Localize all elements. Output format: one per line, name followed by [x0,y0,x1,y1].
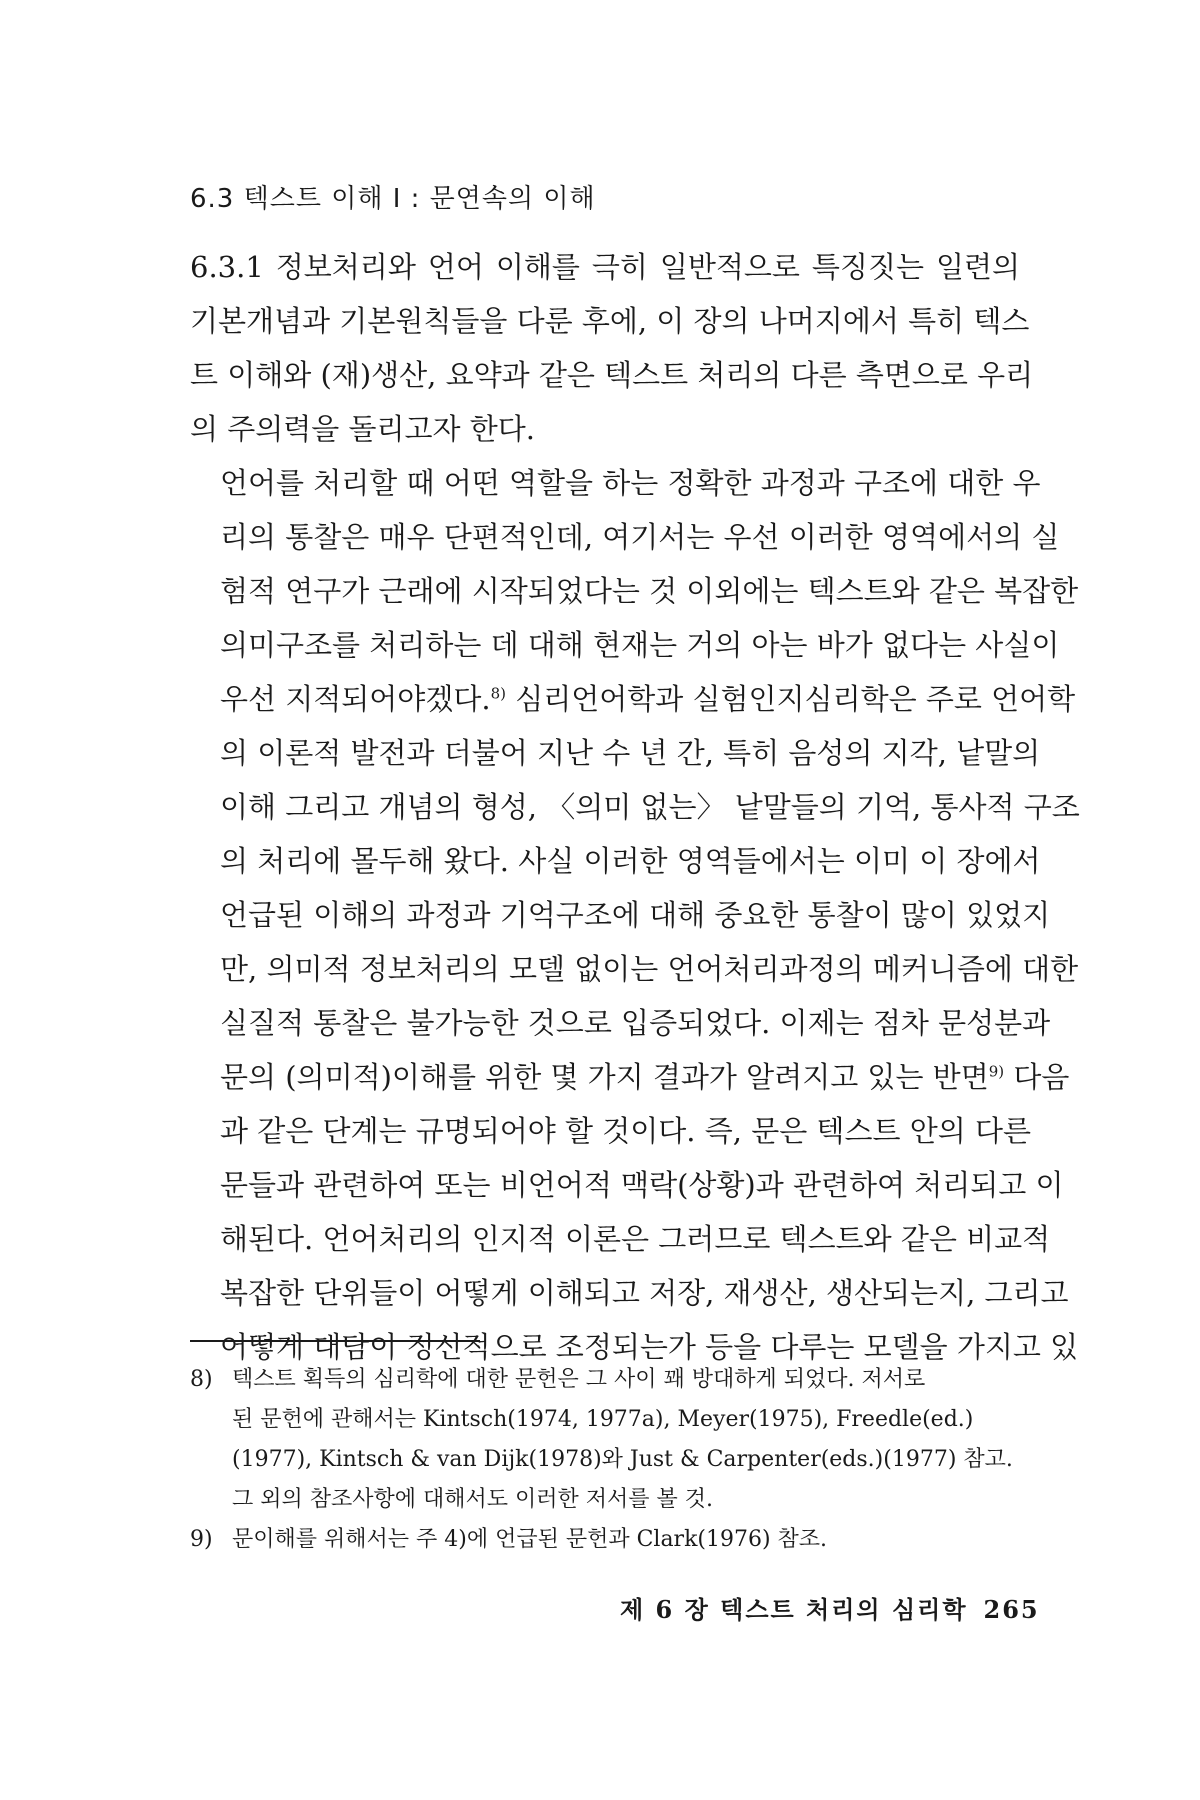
text-line: 리의 통찰은 매우 단편적인데, 여기서는 우선 이러한 영역에서의 실 [220,520,1060,554]
footnote-divider [190,1340,480,1342]
text-line: 과 같은 단계는 규명되어야 할 것이다. 즉, 문은 텍스트 안의 다른 [220,1114,1031,1148]
text-line: 해된다. 언어처리의 인지적 이론은 그러므로 텍스트와 같은 비교적 [220,1222,1051,1256]
footnote-marker: 9) [190,1527,213,1552]
footnote-ref-9[interactable]: 9) [988,1062,1005,1081]
footnote-line: 그 외의 참조사항에 대해서도 이러한 저서를 볼 것. [232,1487,713,1512]
text-fragment: 심리언어학과 실험인지심리학은 주로 언어학 [505,682,1076,716]
text-fragment: 우선 지적되어야겠다. [220,682,491,716]
footnote-9 [190,1520,1020,1560]
text-line: 기본개념과 기본원칙들을 다룬 후에, 이 장의 나머지에서 특히 텍스 [190,304,1030,338]
footnote-line: 된 문헌에 관해서는 Kintsch(1974, 1977a), Meyer(1975), Freedle(ed.) [232,1407,974,1432]
footnote-ref-8[interactable]: 8) [490,684,506,703]
text-line: 트 이해와 (재)생산, 요약과 같은 텍스트 처리의 다른 측면으로 우리 [190,358,1034,392]
text-fragment: 문의 (의미적)이해를 위한 몇 가지 결과가 알려지고 있는 반면 [220,1060,989,1094]
text-line: 실질적 통찰은 불가능한 것으로 입증되었다. 이제는 점차 문성분과 [220,1006,1051,1040]
text-line: 의 처리에 몰두해 왔다. 사실 이러한 영역들에서는 이미 이 장에서 [220,844,1041,878]
text-line: 6.3.1 정보처리와 언어 이해를 극히 일반적으로 특징짓는 일련의 [190,250,1020,284]
footnote-line: 문이해를 위해서는 주 4)에 언급된 문헌과 Clark(1976) 참조. [232,1527,828,1552]
text-line: 문들과 관련하여 또는 비언어적 맥락(상황)과 관련하여 처리되고 이 [220,1168,1064,1202]
text-line: 의미구조를 처리하는 데 대해 현재는 거의 아는 바가 없다는 사실이 [220,628,1060,662]
running-footer [620,1590,1040,1625]
text-line-with-footnote-ref [190,1050,1070,1104]
page-number: 265 [983,1595,1040,1624]
section-heading: 6.3 텍스트 이해 Ⅰ : 문연속의 이해 [190,184,596,214]
footnote-line: (1977), Kintsch & van Dijk(1978)와 Just & Carpenter(eds.)(1977) 참고. [232,1447,1013,1472]
paragraph-6-3-1 [190,240,1034,456]
text-fragment: 다음 [1004,1060,1070,1094]
text-line: 언어를 처리할 때 어떤 역할을 하는 정확한 과정과 구조에 대한 우 [220,466,1041,500]
chapter-title: 제 6 장 텍스트 처리의 심리학 [620,1595,968,1624]
text-line: 의 주의력을 돌리고자 한다. [190,412,536,446]
paragraph-main [190,456,1080,1374]
footnote-line: 텍스트 획득의 심리학에 대한 문헌은 그 사이 꽤 방대하게 되었다. 저서로 [232,1367,926,1392]
footnotes [190,1360,1020,1560]
text-line: 어떻게 대담이 정신적으로 조정되는가 등을 다루는 모델을 가지고 있 [220,1330,1079,1364]
text-line: 만, 의미적 정보처리의 모델 없이는 언어처리과정의 메커니즘에 대한 [220,952,1079,986]
footnote-8 [190,1360,1020,1520]
text-line: 언급된 이해의 과정과 기억구조에 대해 중요한 통찰이 많이 있었지 [220,898,1051,932]
text-line-with-footnote-ref [190,672,1076,726]
text-line: 험적 연구가 근래에 시작되었다는 것 이외에는 텍스트와 같은 복잡한 [220,574,1079,608]
footnote-marker: 8) [190,1367,213,1392]
text-line: 의 이론적 발전과 더불어 지난 수 년 간, 특히 음성의 지각, 낱말의 [220,736,1041,770]
text-line: 복잡한 단위들이 어떻게 이해되고 저장, 재생산, 생산되는지, 그리고 [220,1276,1069,1310]
text-line: 이해 그리고 개념의 형성, 〈의미 없는〉 낱말들의 기억, 통사적 구조 [220,790,1080,824]
